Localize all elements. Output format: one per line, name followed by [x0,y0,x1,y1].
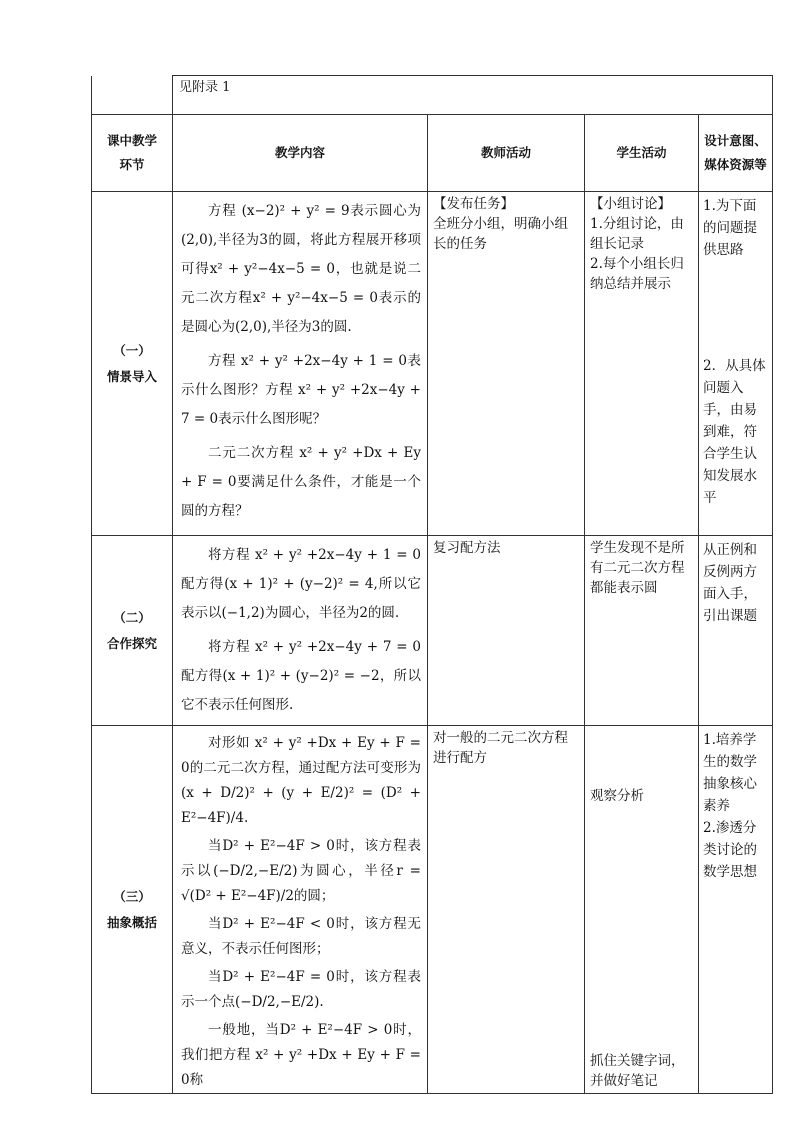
design-intent-2 [699,536,773,726]
teacher-activity-1 [428,192,585,536]
content-paragraph: 将方程 x² + y² +2x−4y + 1 = 0配方得(x + 1)² + (y−2)² = 4,所以它表示以(−1,2)为圆心，半径为2的圆. [181,547,421,621]
activity-line: 学生发现不是所有二元二次方程都能表示圆 [590,540,685,596]
student-activity-3 [585,726,699,1094]
activity-line: 1.分组讨论，由组长记录 [590,216,684,252]
section-title: 情景导入 [106,368,157,384]
appendix-row-blank [92,76,173,115]
section-content-3 [173,726,428,1094]
teacher-activity-2 [428,536,585,726]
intent-line: 2.渗透分类讨论的数学思想 [703,820,757,880]
header-row [92,115,773,192]
header-teacher: 教师活动 [428,115,585,192]
header-content: 教学内容 [173,115,428,192]
activity-line: 抓住关键字词，并做好笔记 [590,1053,685,1089]
header-student: 学生活动 [585,115,699,192]
section-row-3 [92,726,773,1094]
teacher-activity-3 [428,726,585,1094]
appendix-ref: 见附录 1 [173,76,773,115]
intent-line: 2．从具体问题入手，由易到难，符合学生认知发展水平 [703,358,766,506]
content-paragraph: 将方程 x² + y² +2x−4y + 7 = 0配方得(x + 1)² + (y−2)² = −2，所以它不表示任何图形. [181,639,421,713]
content-paragraph: 对形如 x² + y² +Dx + Ey + F = 0的二元二次方程，通过配方法可变形为(x + D/2)² + (y + E/2)² = (D² + E²−4F)/4. [181,735,421,826]
section-label-3 [92,726,173,1094]
section-title: 合作探究 [106,635,157,651]
activity-line: 观察分析 [590,788,644,804]
activity-line: 2.每个小组长归纳总结并展示 [590,256,684,292]
header-intent: 设计意图、媒体资源等 [699,115,773,192]
activity-line: 复习配方法 [433,540,501,556]
content-paragraph: 方程 (x−2)² + y² = 9表示圆心为(2,0),半径为3的圆，将此方程展开移项可得x² + y²−4x−5 = 0，也就是说二元二次方程x² + y²−4x−5 = 0表示的是圆心为(2,0),半径为3的圆. [181,203,421,335]
header-stage: 课中教学 环节 [92,115,173,192]
section-row-1 [92,192,773,536]
design-intent-3 [699,726,773,1094]
content-paragraph: 方程 x² + y² +2x−4y + 1 = 0表示什么图形？方程 x² + y² +2x−4y + 7 = 0表示什么图形呢？ [181,353,421,427]
appendix-row [92,76,773,115]
activity-line: 【发布任务】 [433,196,514,212]
section-label-2 [92,536,173,726]
design-intent-1 [699,192,773,536]
section-number: （一） [113,342,151,358]
section-label-1 [92,192,173,536]
section-row-2 [92,536,773,726]
intent-line: 1.培养学生的数学抽象核心素养 [703,732,757,814]
lesson-plan-table [91,75,773,1094]
student-activity-1 [585,192,699,536]
intent-line: 从正例和反例两方面入手，引出课题 [703,542,757,624]
content-paragraph: 当D² + E²−4F > 0时，该方程表示以(−D/2,−E/2)为圆心，半径r = √(D² + E²−4F)/2的圆； [181,838,421,904]
section-content-1 [173,192,428,536]
section-title: 抽象概括 [106,914,157,930]
section-number: （二） [113,609,151,625]
content-paragraph: 一般地，当D² + E²−4F > 0时，我们把方程 x² + y² +Dx + Ey + F = 0称 [181,1022,421,1088]
activity-line: 对一般的二元二次方程进行配方 [433,730,568,766]
content-paragraph: 二元二次方程 x² + y² +Dx + Ey + F = 0要满足什么条件，才能是一个圆的方程？ [181,445,421,519]
activity-line: 【小组讨论】 [590,196,671,212]
activity-line: 全班分小组，明确小组长的任务 [433,216,568,252]
section-number: （三） [113,888,151,904]
section-content-2 [173,536,428,726]
content-paragraph: 当D² + E²−4F < 0时，该方程无意义，不表示任何图形； [181,916,421,957]
intent-line: 1.为下面的问题提供思路 [703,198,757,258]
student-activity-2 [585,536,699,726]
content-paragraph: 当D² + E²−4F = 0时，该方程表示一个点(−D/2,−E/2). [181,969,421,1010]
